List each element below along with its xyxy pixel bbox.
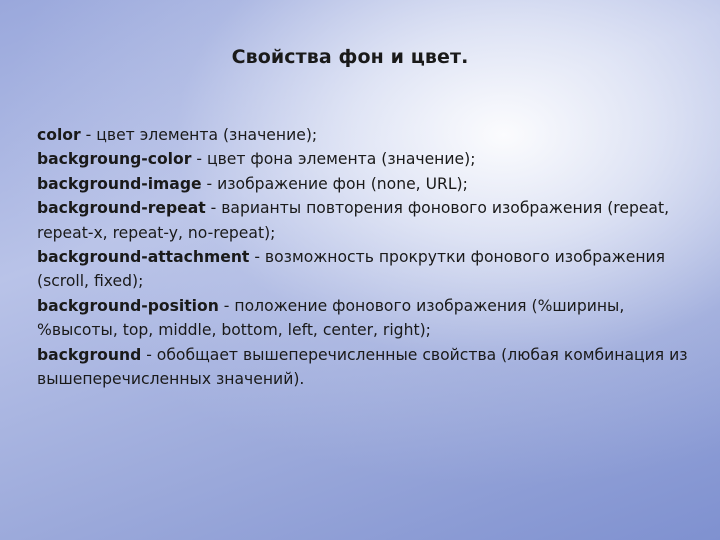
property-background-repeat (37, 196, 707, 245)
property-background-position (37, 294, 707, 343)
property-term: color (37, 126, 81, 144)
property-term: background-position (37, 296, 219, 315)
property-term: background-attachment (37, 248, 250, 267)
property-description: - обобщает вышеперечисленные свойства (любая комбинация из вышеперечисленных значений). (37, 345, 688, 389)
property-description: - изображение фон (none, URL); (201, 174, 468, 193)
property-description: - варианты повторения фонового изображения (repeat, repeat-x, repeat-y, no-repeat); (37, 199, 670, 242)
property-color (37, 123, 707, 147)
property-description: - положение фонового изображения (%ширины, %высоты, top, middle, bottom, left, center, right); (37, 296, 625, 340)
property-term: backgroung-color (37, 150, 192, 169)
property-term: background-repeat (37, 199, 206, 218)
property-term: background-image (37, 174, 202, 193)
property-background-color (37, 147, 707, 171)
property-background (37, 343, 707, 392)
property-description: - цвет элемента (значение); (80, 126, 318, 144)
property-background-image (37, 172, 707, 196)
property-description: - возможность прокрутки фонового изображения (scroll, fixed); (37, 248, 666, 291)
property-background-attachment (37, 245, 707, 294)
property-term: background (37, 345, 142, 364)
property-description: - цвет фона элемента (значение); (191, 150, 476, 169)
slide-title: Свойства фон и цвет. (231, 46, 469, 68)
property-list (37, 123, 707, 391)
